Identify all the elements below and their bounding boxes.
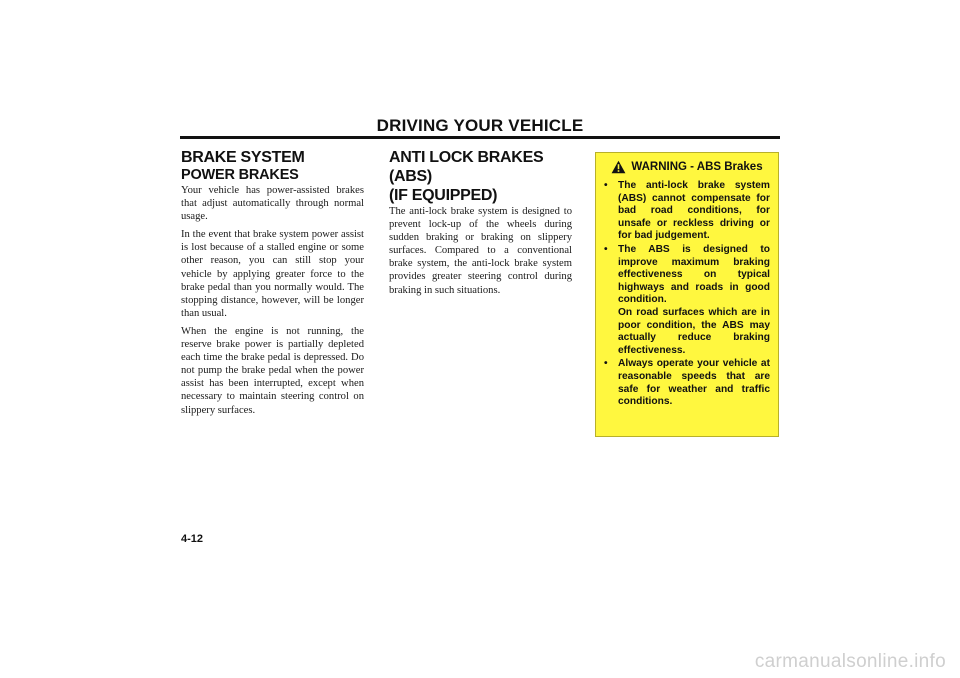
warning-title: WARNING - ABS Brakes — [631, 161, 763, 173]
warning-item — [604, 358, 770, 408]
subsection-title-power-brakes: POWER BRAKES — [181, 167, 299, 183]
section-title-abs-line2: (IF EQUIPPED) — [389, 187, 498, 204]
page-header-title: DRIVING YOUR VEHICLE — [376, 116, 584, 135]
bullet: • — [604, 243, 608, 255]
paragraph: In the event that brake system power assist is lost because of a stalled engine or some other reason, you can still stop your vehicle by applying greater force to the brake pedal than you normally would. The stopping distance, however, will be longer than usual. — [181, 229, 364, 319]
warning-item-text: The ABS is designed to improve maximum braking effectiveness on typical highways and roads in good condition. — [618, 243, 770, 306]
paragraph: Your vehicle has power-assisted brakes that adjust automatically through normal usage. — [181, 185, 364, 223]
section-title-abs — [389, 148, 572, 205]
warning-item-text: The anti-lock brake system (ABS) cannot compensate for bad road conditions, for unsafe or reckless driving or for bad judgement. — [618, 180, 770, 242]
bullet: • — [604, 358, 608, 370]
warning-item-text: Always operate your vehicle at reasonable speeds that are safe for weather and traffic conditions. — [618, 358, 770, 408]
page-number: 4-12 — [181, 533, 204, 545]
warning-item — [604, 180, 770, 243]
warning-header — [604, 160, 770, 174]
section-title-brake-system: BRAKE SYSTEM — [181, 149, 305, 166]
warning-item — [604, 244, 770, 357]
bullet: • — [604, 180, 608, 191]
paragraph: The anti-lock brake system is designed to prevent lock-up of the wheels during sudden braking or braking on slippery surfaces. Compared to a conventional brake system, the anti-lock brake system provides greater steering control during braking in such situations. — [389, 206, 572, 296]
section-title-abs-line1: ANTI LOCK BRAKES (ABS) — [389, 149, 544, 185]
middle-column — [389, 148, 572, 302]
watermark: carmanualsonline.info — [754, 651, 946, 672]
left-column — [181, 148, 364, 422]
warning-item-continuation: On road surfaces which are in poor condition, the ABS may actually reduce braking effectiveness. — [618, 306, 770, 356]
warning-list — [604, 180, 770, 409]
warning-triangle-icon — [611, 160, 626, 174]
warning-box — [595, 152, 779, 437]
paragraph: When the engine is not running, the reserve brake power is partially depleted each time the brake pedal is depressed. Do not pump the brake pedal when the power assist has been interrupted, except when necessary to maintain steering control on slippery surfaces. — [181, 325, 364, 416]
header-rule — [180, 136, 780, 139]
